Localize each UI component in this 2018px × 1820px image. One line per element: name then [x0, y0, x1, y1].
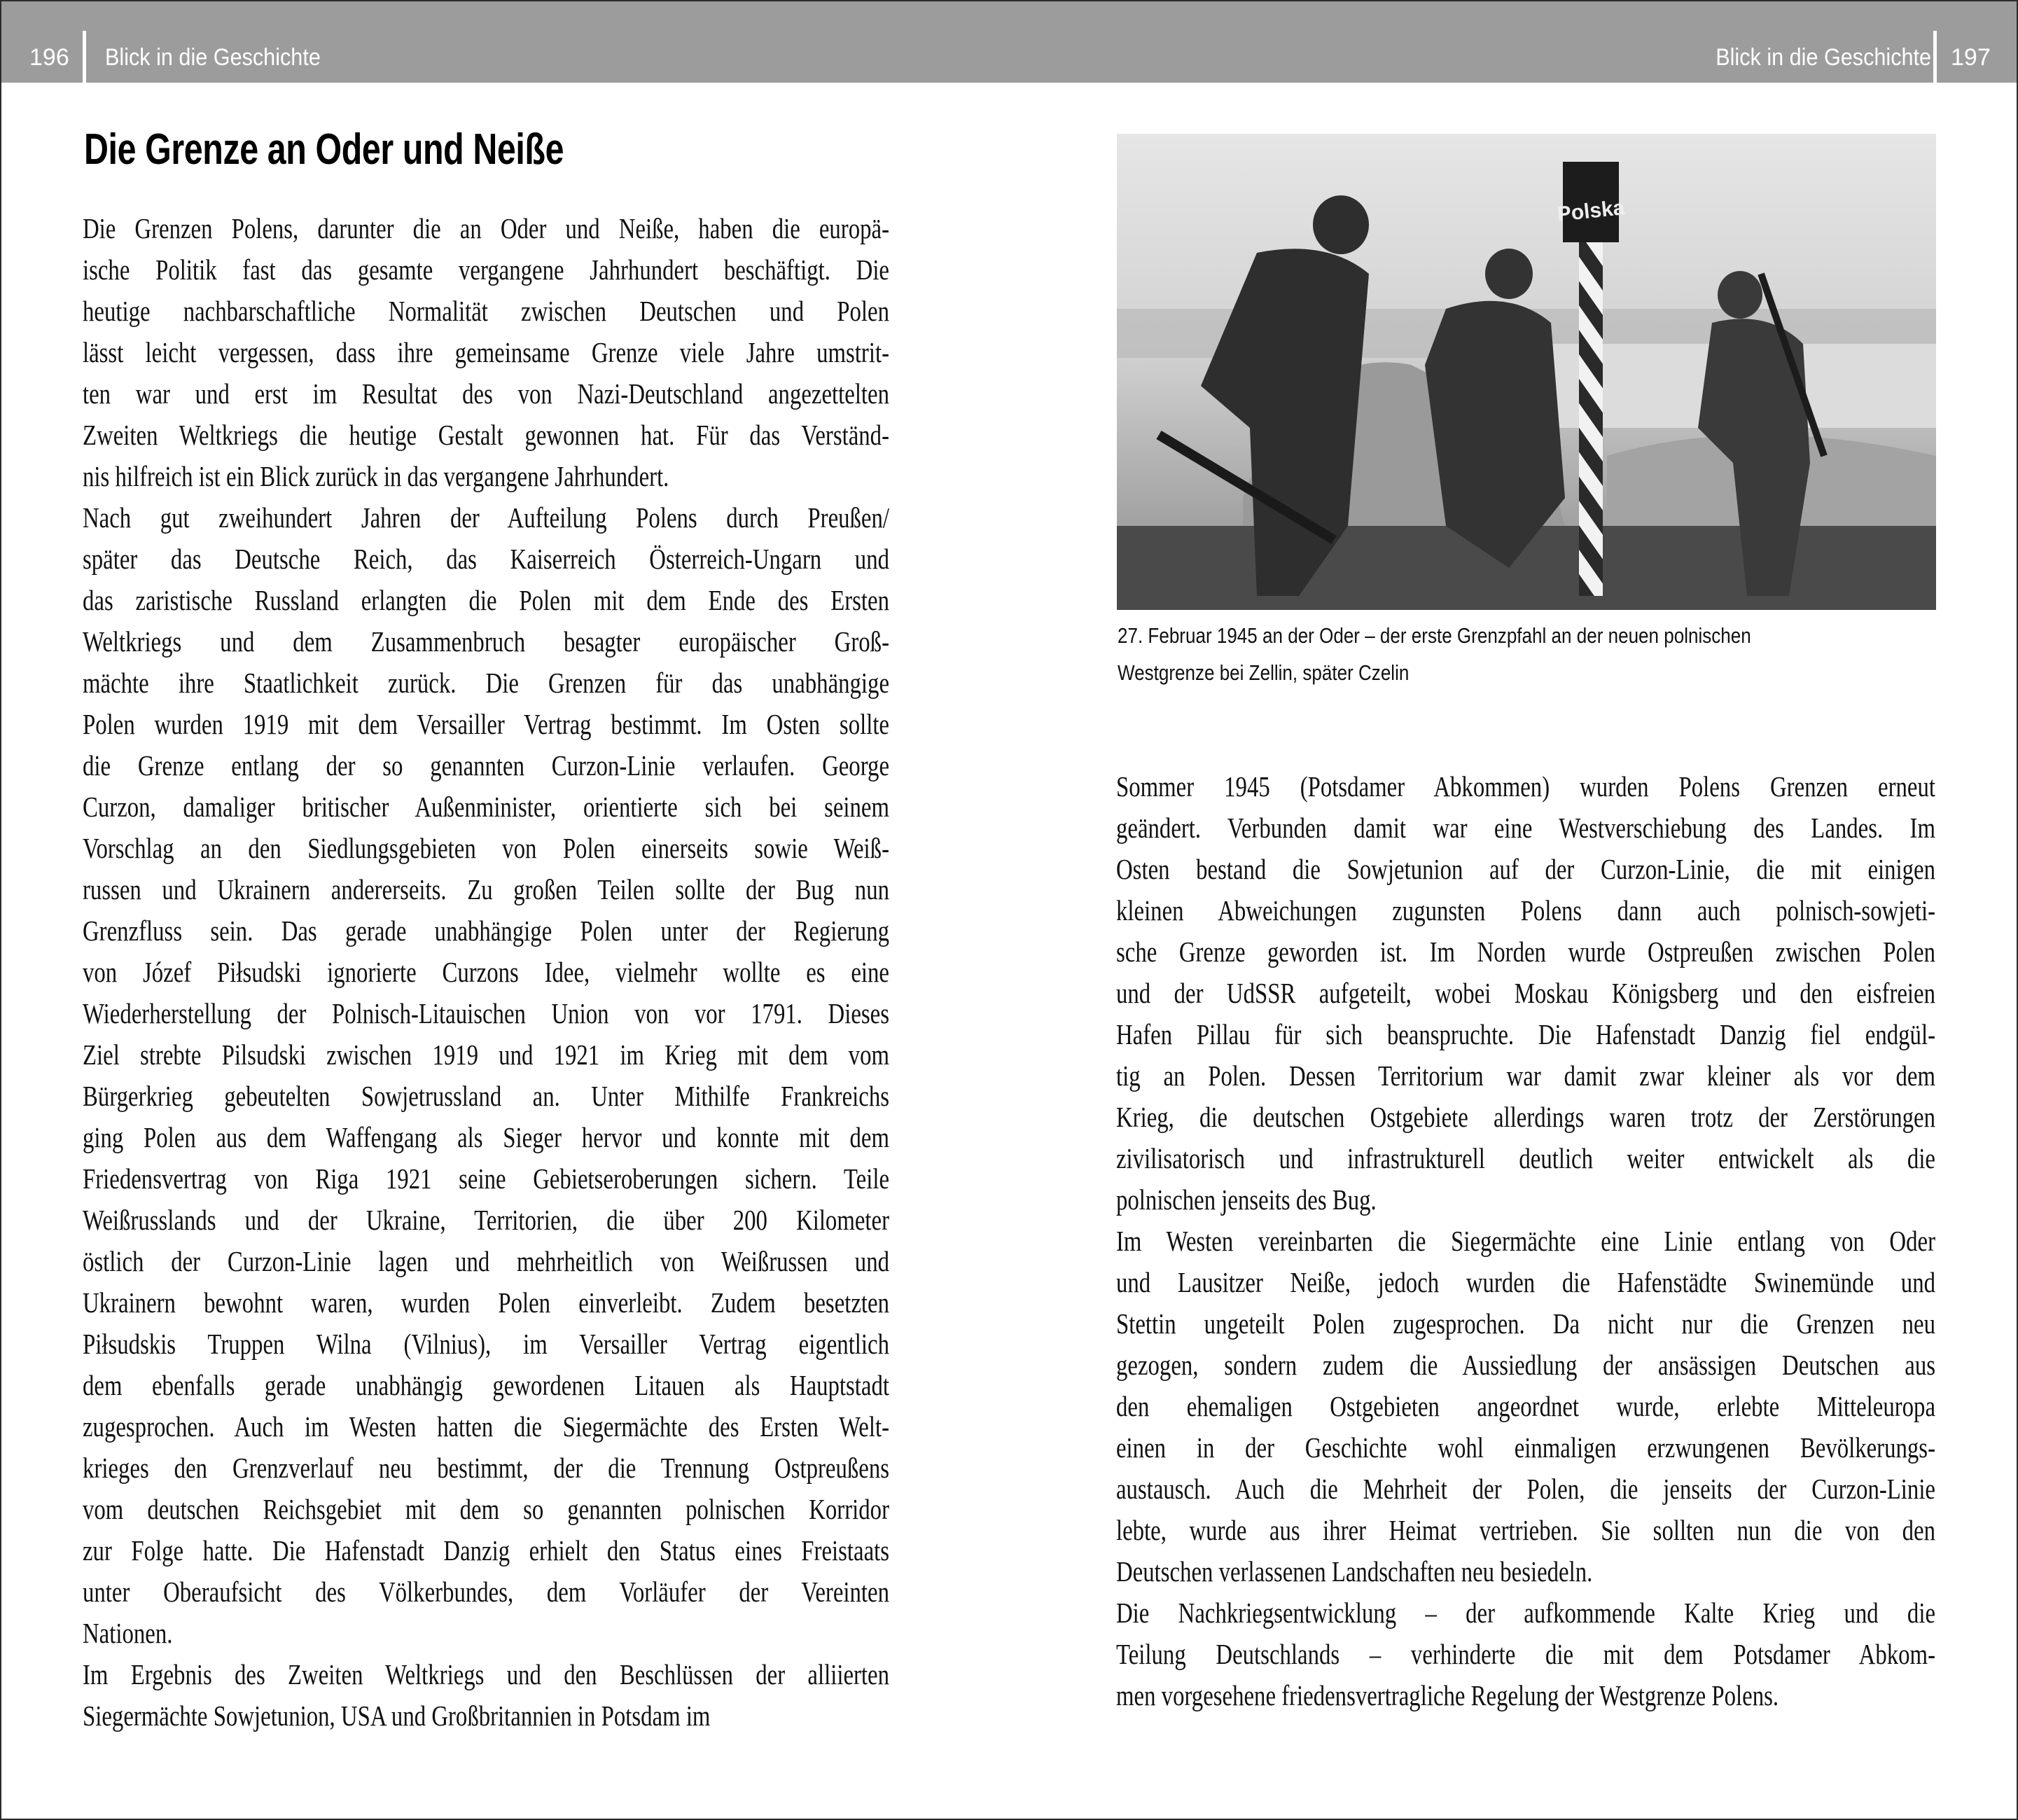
text-line: austausch. Auch die Mehrheit der Polen, die jenseits der Curzon-Linie [1116, 1473, 1935, 1505]
running-header-bar [1, 1, 2017, 83]
text-line: Bürgerkrieg gebeutelten Sowjetrussland an. Unter Mithilfe Frankreichs [83, 1080, 889, 1112]
right-page-number: 197 [1951, 44, 1991, 71]
text-line: Vorschlag an den Siedlungsgebieten von Polen einerseits sowie Weiß- [83, 832, 889, 864]
text-line: men vorgesehene friedensvertragliche Regelung der Westgrenze Polens. [1116, 1679, 1779, 1711]
text-line: ische Politik fast das gesamte vergangene Jahrhundert beschäftigt. Die [83, 253, 889, 286]
text-line: mächte ihre Staatlichkeit zurück. Die Grenzen für das unabhängige [83, 667, 889, 699]
text-line: Osten bestand die Sowjetunion auf der Curzon-Linie, die mit einigen [1116, 853, 1935, 885]
text-line: den ehemaligen Ostgebieten angeordnet wurde, erlebte Mitteleuropa [1116, 1390, 1935, 1422]
text-line: und der UdSSR aufgeteilt, wobei Moskau Königsberg und den eisfreien [1116, 977, 1935, 1009]
text-line: einen in der Geschichte wohl einmaligen erzwungenen Bevölkerungs- [1116, 1431, 1935, 1464]
text-line: Grenzfluss sein. Das gerade unabhängige Polen unter der Regierung [83, 915, 889, 947]
text-line: Curzon, damaliger britischer Außenminister, orientierte sich bei seinem [83, 791, 889, 823]
text-line: zugesprochen. Auch im Westen hatten die Siegermächte des Ersten Welt- [83, 1410, 889, 1443]
header-separator-left [83, 31, 86, 83]
text-line: Die Nachkriegsentwicklung – der aufkommende Kalte Krieg und die [1116, 1597, 1935, 1629]
striped-border-post [1579, 232, 1603, 596]
text-line: dem ebenfalls gerade unabhängig gewordenen Litauen als Hauptstadt [83, 1369, 889, 1401]
text-line: polnischen jenseits des Bug. [1116, 1183, 1377, 1216]
text-line: Zweiten Weltkriegs die heutige Gestalt gewonnen hat. Für das Verständ- [83, 419, 889, 451]
text-line: Krieg, die deutschen Ostgebiete allerdings waren trotz der Zerstörungen [1116, 1101, 1935, 1133]
text-line: Siegermächte Sowjetunion, USA und Großbritannien in Potsdam im [83, 1700, 711, 1732]
text-line: Die Grenzen Polens, darunter die an Oder und Neiße, haben die europä- [83, 212, 889, 244]
photo-caption-line-2: Westgrenze bei Zellin, später Czelin [1118, 660, 1410, 685]
text-line: Piłsudskis Truppen Wilna (Vilnius), im Versailler Vertrag eigentlich [83, 1328, 889, 1360]
text-line: sche Grenze geworden ist. Im Norden wurde Ostpreußen zwischen Polen [1116, 936, 1935, 968]
text-line: zur Folge hatte. Die Hafenstadt Danzig erhielt den Status eines Freistaats [83, 1534, 889, 1567]
text-line: ging Polen aus dem Waffengang als Sieger hervor und konnte mit dem [83, 1121, 889, 1153]
left-page-number: 196 [29, 44, 69, 71]
text-line: Nationen. [83, 1617, 173, 1649]
text-line: tig an Polen. Dessen Territorium war damit zwar kleiner als vor dem [1116, 1060, 1935, 1092]
text-line: heutige nachbarschaftliche Normalität zwischen Deutschen und Polen [83, 295, 889, 327]
text-line: Deutschen verlassenen Landschaften neu besiedeln. [1116, 1555, 1593, 1588]
polska-sign-text: Polska [1556, 196, 1626, 226]
text-line: Im Ergebnis des Zweiten Weltkriegs und den Beschlüssen der alliierten [83, 1658, 889, 1690]
text-line: Polen wurden 1919 mit dem Versailler Vertrag bestimmt. Im Osten sollte [83, 708, 889, 740]
photo-caption-line-1: 27. Februar 1945 an der Oder – der erste Grenzpfahl an der neuen polnischen [1118, 623, 1751, 648]
right-running-title: Blick in die Geschichte [1716, 44, 1931, 71]
text-line: die Grenze entlang der so genannten Curzon-Linie verlaufen. George [83, 749, 889, 782]
text-line: zivilisatorisch und infrastrukturell deutlich weiter entwickelt als die [1116, 1142, 1935, 1174]
text-line: später das Deutsche Reich, das Kaiserreich Österreich-Ungarn und [83, 543, 889, 575]
text-line: ten war und erst im Resultat des von Nazi-Deutschland angezettelten [83, 377, 889, 410]
text-line: gezogen, sondern zudem die Aussiedlung der ansässigen Deutschen aus [1116, 1349, 1935, 1381]
text-line: Im Westen vereinbarten die Siegermächte eine Linie entlang von Oder [1116, 1225, 1935, 1257]
text-line: und Lausitzer Neiße, jedoch wurden die Hafenstädte Swinemünde und [1116, 1266, 1935, 1298]
text-line: unter Oberaufsicht des Völkerbundes, dem Vorläufer der Vereinten [83, 1576, 889, 1608]
text-line: Weißrusslands und der Ukraine, Territorien, die über 200 Kilometer [83, 1204, 889, 1236]
text-line: Sommer 1945 (Potsdamer Abkommen) wurden Polens Grenzen erneut [1116, 770, 1935, 803]
border-post-photo-illustration [1117, 134, 1936, 610]
text-line: nis hilfreich ist ein Blick zurück in das vergangene Jahrhundert. [83, 460, 669, 492]
text-line: geändert. Verbunden damit war eine Westverschiebung des Landes. Im [1116, 812, 1935, 844]
article-title: Die Grenze an Oder und Neiße [84, 125, 564, 174]
text-line: russen und Ukrainern andererseits. Zu großen Teilen sollte der Bug nun [83, 873, 889, 905]
text-line: Ziel strebte Pilsudski zwischen 1919 und 1921 im Krieg mit dem vom [83, 1038, 889, 1071]
text-line: Nach gut zweihundert Jahren der Aufteilung Polens durch Preußen/ [83, 501, 889, 534]
text-line: krieges den Grenzverlauf neu bestimmt, der die Trennung Ostpreußens [83, 1452, 889, 1484]
text-line: Hafen Pillau für sich beanspruchte. Die Hafenstadt Danzig fiel endgül- [1116, 1018, 1935, 1050]
text-line: von Józef Piłsudski ignorierte Curzons Idee, vielmehr wollte es eine [83, 956, 889, 988]
text-line: lebte, wurde aus ihrer Heimat vertrieben. Sie sollten nun die von den [1116, 1514, 1935, 1546]
left-running-title: Blick in die Geschichte [105, 44, 321, 71]
header-separator-right [1933, 31, 1937, 83]
text-line: Ukrainern bewohnt waren, wurden Polen einverleibt. Zudem besetzten [83, 1286, 889, 1319]
text-line: Friedensvertrag von Riga 1921 seine Gebietseroberungen sichern. Teile [83, 1162, 889, 1195]
historical-photo [1117, 134, 1936, 610]
text-line: Weltkriegs und dem Zusammenbruch besagter europäischer Groß- [83, 625, 889, 658]
text-line: Stettin ungeteilt Polen zugesprochen. Da nicht nur die Grenzen neu [1116, 1307, 1935, 1340]
text-line: östlich der Curzon-Linie lagen und mehrheitlich von Weißrussen und [83, 1245, 889, 1277]
text-line: Wiederherstellung der Polnisch-Litauischen Union von vor 1791. Dieses [83, 997, 889, 1029]
text-line: vom deutschen Reichsgebiet mit dem so genannten polnischen Korridor [83, 1493, 889, 1525]
text-line: Teilung Deutschlands – verhinderte die mit dem Potsdamer Abkom- [1116, 1638, 1935, 1670]
text-line: kleinen Abweichungen zugunsten Polens dann auch polnisch-sowjeti- [1116, 894, 1935, 926]
text-line: lässt leicht vergessen, dass ihre gemeinsame Grenze viele Jahre umstrit- [83, 336, 889, 368]
text-line: das zaristische Russland erlangten die Polen mit dem Ende des Ersten [83, 584, 889, 616]
